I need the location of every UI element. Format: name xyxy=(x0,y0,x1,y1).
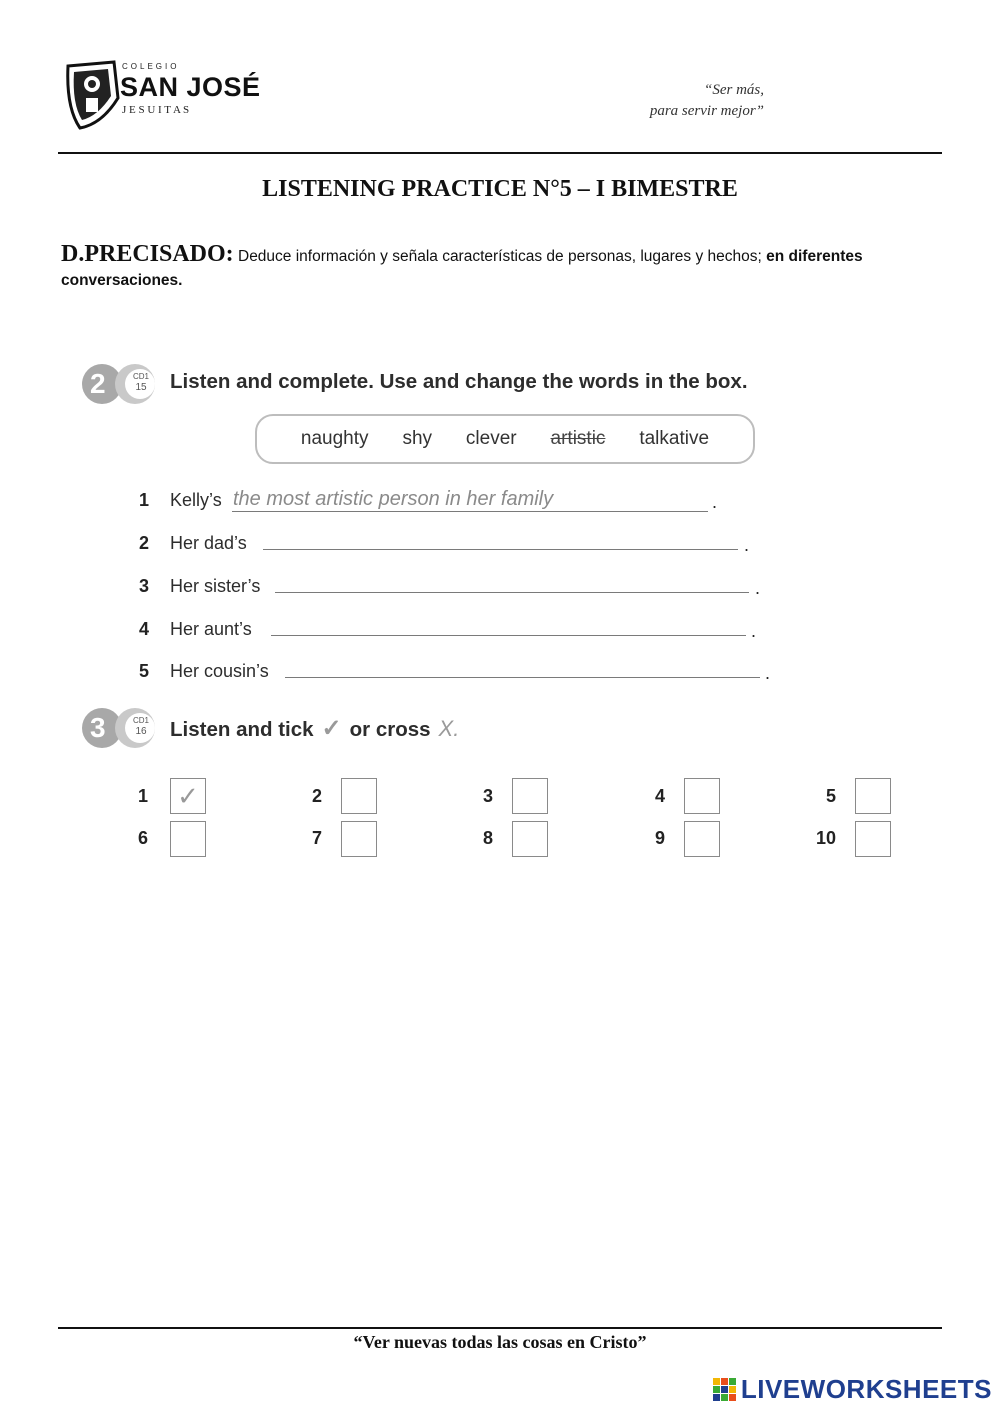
box-2[interactable] xyxy=(341,778,377,814)
exercise-3-instruction-b: or cross xyxy=(349,718,431,741)
logo-name: SAN JOSÉ xyxy=(120,72,261,102)
item-2-number: 2 xyxy=(138,533,149,553)
header-rule xyxy=(58,152,942,154)
exercise-3-cd-top: CD1 xyxy=(132,716,149,725)
logo-small-top: COLEGIO xyxy=(122,62,180,71)
word-artistic: artistic xyxy=(550,428,606,449)
exercise-3-instruction-a: Listen and tick xyxy=(170,718,314,741)
item-1-period: . xyxy=(712,492,718,512)
box-2-number: 2 xyxy=(311,786,322,806)
box-7[interactable] xyxy=(341,821,377,857)
box-6[interactable] xyxy=(170,821,206,857)
box-4-number: 4 xyxy=(654,786,665,806)
precisado-text: Deduce información y señala características de personas, lugares y hechos; xyxy=(233,248,767,265)
motto-line2: para servir mejor” xyxy=(649,103,764,119)
item-5-period: . xyxy=(765,663,771,683)
item-3-number: 3 xyxy=(138,576,149,596)
motto-line1: “Ser más, xyxy=(703,82,764,98)
box-4[interactable] xyxy=(684,778,720,814)
box-5[interactable] xyxy=(855,778,891,814)
exercise-3-instruction xyxy=(170,714,459,743)
item-5-answer-line[interactable] xyxy=(285,677,760,678)
box-10-number: 10 xyxy=(815,828,836,848)
item-4-label: Her aunt’s xyxy=(170,619,252,639)
item-4-number: 4 xyxy=(138,619,149,639)
precisado-head: D.PRECISADO: xyxy=(61,241,234,267)
word-naughty: naughty xyxy=(300,428,369,449)
word-clever: clever xyxy=(465,428,517,449)
item-1-answer[interactable]: the most artistic person in her family xyxy=(233,488,554,510)
item-1-label: Kelly’s xyxy=(170,490,222,510)
exercise-2-cd-bottom: 15 xyxy=(135,382,147,393)
word-shy: shy xyxy=(402,428,433,449)
motto xyxy=(650,80,764,122)
exercise-2-instruction: Listen and complete. Use and change the words in the box. xyxy=(170,370,748,393)
item-4-period: . xyxy=(751,621,757,641)
exercise-3-number: 3 xyxy=(90,712,106,743)
item-3-period: . xyxy=(755,578,761,598)
item-2-label: Her dad’s xyxy=(170,533,247,553)
item-5-number: 5 xyxy=(138,661,149,681)
box-1[interactable]: ✓ xyxy=(170,778,206,814)
exercise-3-badge xyxy=(80,706,164,750)
liveworksheets-logo-icon xyxy=(712,1376,738,1404)
cross-icon: X. xyxy=(438,716,460,741)
word-box xyxy=(255,414,755,464)
box-1-number: 1 xyxy=(137,786,148,806)
liveworksheets-text: LIVEWORKSHEETS xyxy=(740,1374,992,1404)
box-7-number: 7 xyxy=(311,828,322,848)
box-9-number: 9 xyxy=(654,828,665,848)
box-3-number: 3 xyxy=(482,786,493,806)
footer-motto: “Ver nuevas todas las cosas en Cristo” xyxy=(353,1332,647,1352)
item-1-line xyxy=(232,511,708,512)
footer-rule xyxy=(58,1327,942,1329)
tick-icon: ✓ xyxy=(321,715,342,742)
box-6-number: 6 xyxy=(137,828,148,848)
box-3[interactable] xyxy=(512,778,548,814)
page-title: LISTENING PRACTICE N°5 – I BIMESTRE xyxy=(262,176,738,202)
item-4-answer-line[interactable] xyxy=(271,635,746,636)
school-logo xyxy=(62,58,262,130)
item-5-label: Her cousin’s xyxy=(170,661,269,681)
exercise-2-number: 2 xyxy=(90,368,106,399)
exercise-2-badge xyxy=(80,362,164,406)
precisado-paragraph xyxy=(61,242,931,293)
item-2-answer-line[interactable] xyxy=(263,549,738,550)
exercise-2-cd-top: CD1 xyxy=(132,372,149,381)
box-8[interactable] xyxy=(512,821,548,857)
box-10[interactable] xyxy=(855,821,891,857)
box-8-number: 8 xyxy=(482,828,493,848)
logo-sub: J E S U I T A S xyxy=(122,104,190,116)
item-3-answer-line[interactable] xyxy=(275,592,749,593)
precisado-bold: en diferentes conversaciones. xyxy=(61,248,863,289)
word-talkative: talkative xyxy=(639,428,710,449)
item-1-number: 1 xyxy=(138,490,149,510)
box-9[interactable] xyxy=(684,821,720,857)
item-2-period: . xyxy=(744,535,750,555)
item-3-label: Her sister’s xyxy=(170,576,261,596)
exercise-3-cd-bottom: 16 xyxy=(135,726,147,737)
liveworksheets-brand xyxy=(712,1374,992,1405)
box-5-number: 5 xyxy=(825,786,836,806)
